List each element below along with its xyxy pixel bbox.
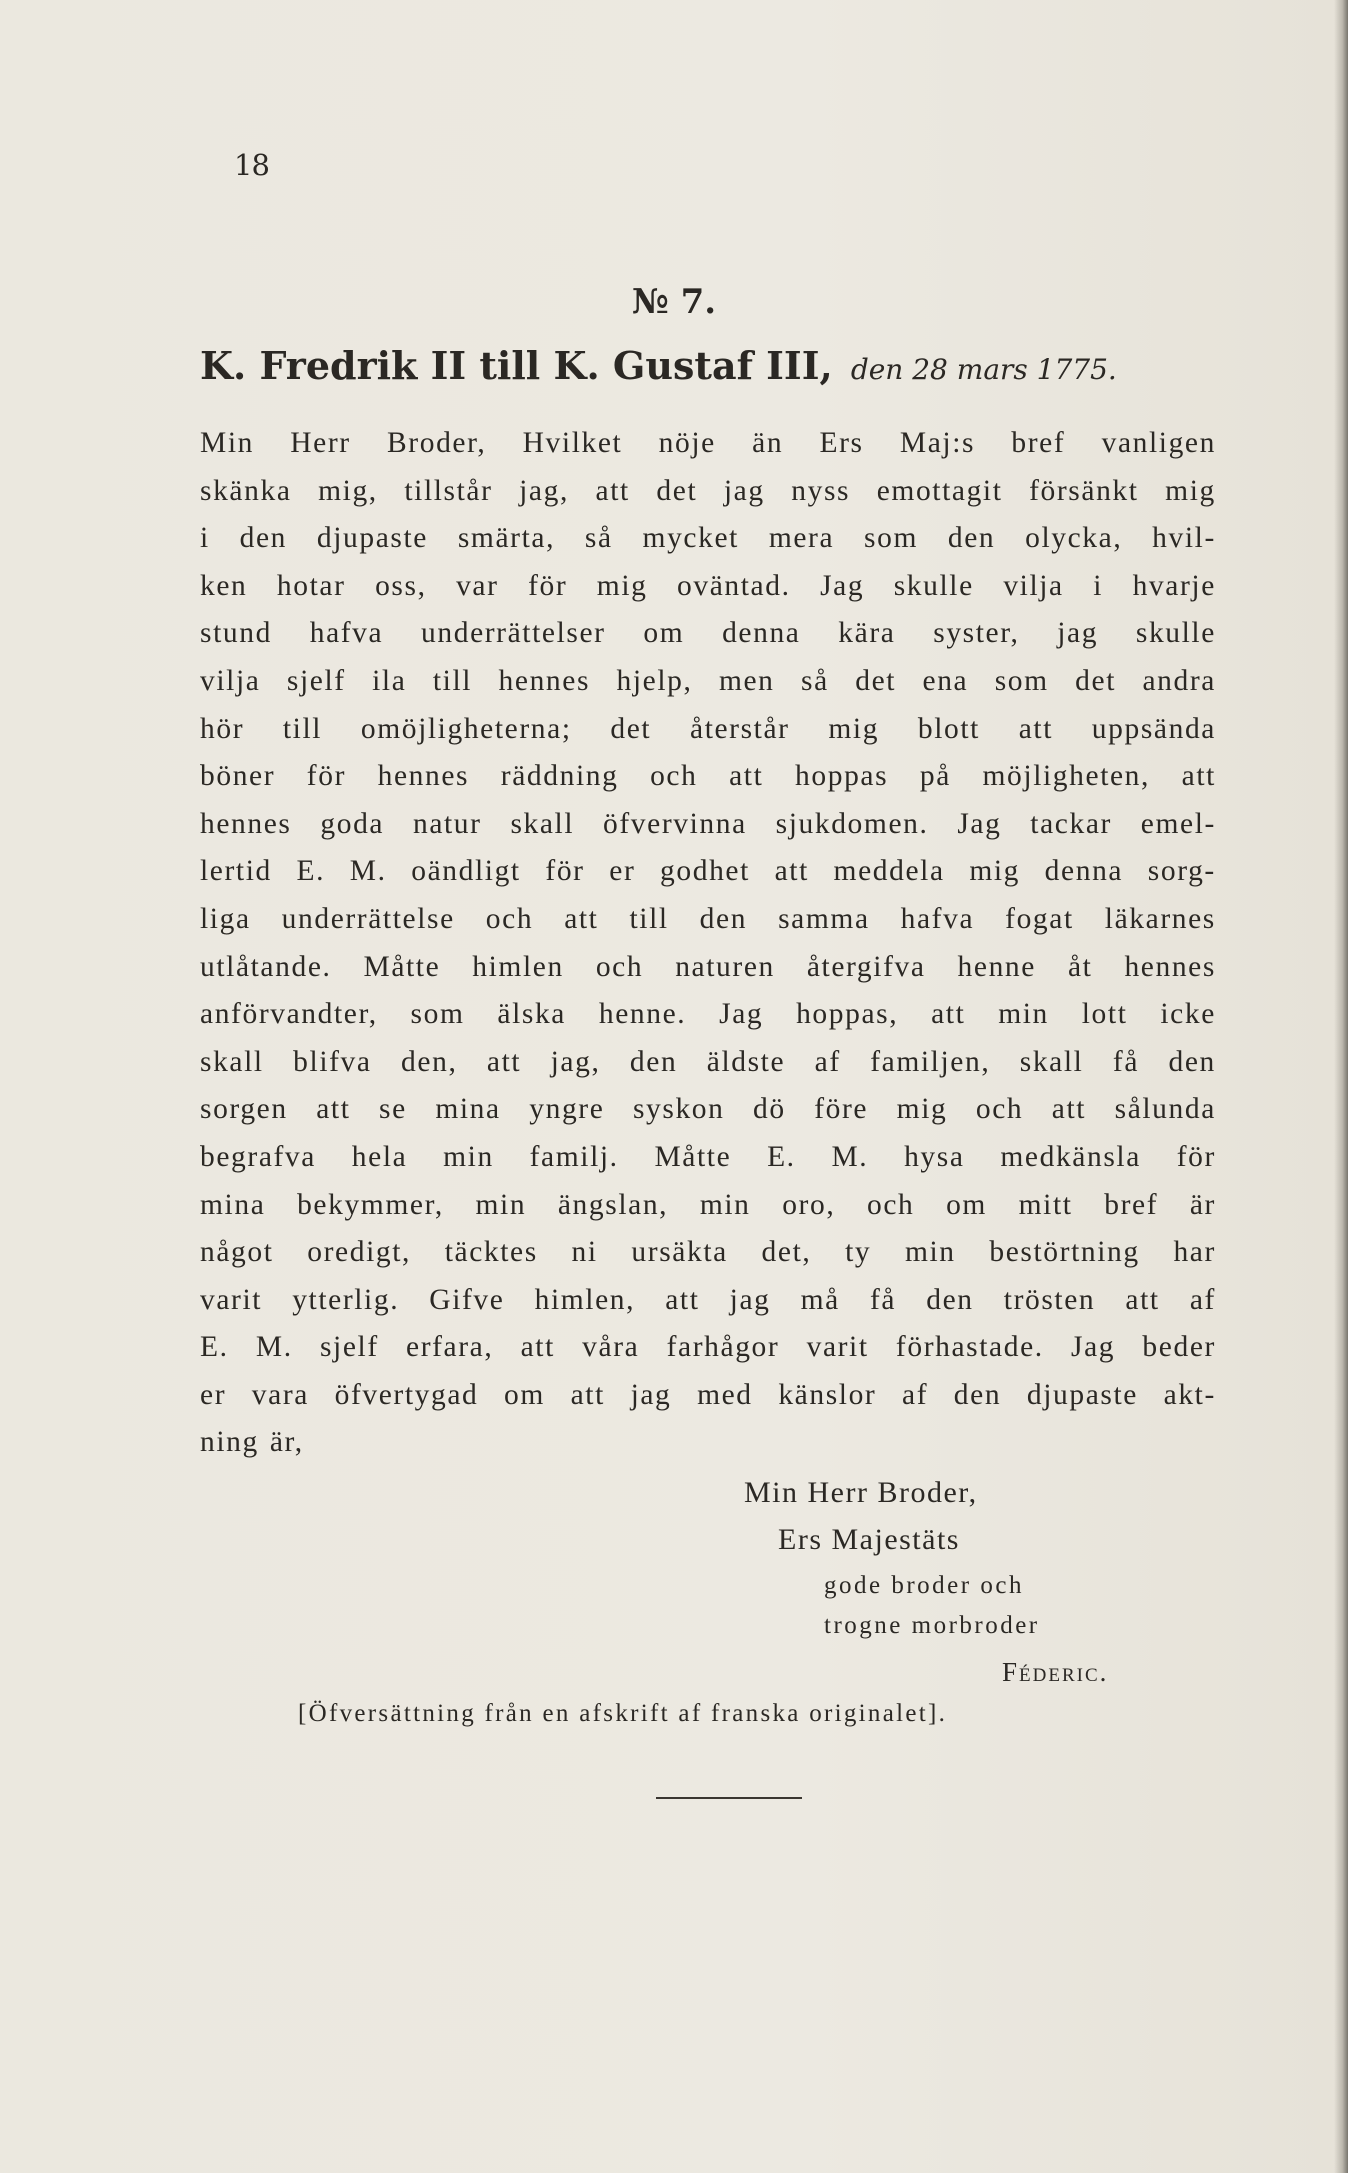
signature: Féderic.	[1002, 1657, 1109, 1687]
body-line: hör till omöjligheterna; det återstår mig blott att uppsända	[200, 712, 1216, 745]
letter-heading	[200, 343, 1200, 388]
body-line: ken hotar oss, var för mig oväntad. Jag skulle vilja i hvarje	[200, 569, 1216, 602]
body-line: stund hafva underrättelser om denna kära syster, jag skulle	[200, 617, 1216, 650]
translation-note: [Öfversättning från en afskrift af franska originalet].	[298, 1700, 948, 1727]
body-line: begrafva hela min familj. Måtte E. M. hysa medkänsla för	[200, 1140, 1216, 1173]
body-line: hennes goda natur skall öfvervinna sjukdomen. Jag tackar emel-	[200, 807, 1216, 840]
body-line: sorgen att se mina yngre syskon dö före mig och att sålunda	[200, 1093, 1216, 1126]
body-line: ning är,	[200, 1426, 304, 1459]
body-line: lertid E. M. oändligt för er godhet att meddela mig denna sorg-	[200, 855, 1216, 888]
body-line: utlåtande. Måtte himlen och naturen återgifva henne åt hennes	[200, 950, 1216, 983]
body-line: anförvandter, som älska henne. Jag hoppas, att min lott icke	[200, 998, 1216, 1031]
body-line: E. M. sjelf erfara, att våra farhågor varit förhastade. Jag beder	[200, 1331, 1216, 1364]
page-number: 18	[234, 148, 269, 182]
body-line: i den djupaste smärta, så mycket mera som den olycka, hvil-	[200, 522, 1216, 555]
document-number: № 7.	[631, 282, 717, 322]
body-line: vilja sjelf ila till hennes hjelp, men så det ena som det andra	[200, 664, 1216, 697]
letter-body	[200, 420, 1216, 1467]
letter-date: den 28 mars 1775.	[850, 353, 1117, 386]
body-line: något oredigt, täcktes ni ursäkta det, ty min bestörtning har	[200, 1236, 1216, 1269]
body-line: liga underrättelse och att till den samma hafva fogat läkarnes	[200, 902, 1216, 935]
closing-majesty: Ers Majestäts	[778, 1523, 960, 1556]
closing-line-1: gode broder och	[824, 1572, 1024, 1599]
body-line: skänka mig, tillstår jag, att det jag nyss emottagit försänkt mig	[200, 474, 1216, 507]
closing-line-2: trogne morbroder	[824, 1612, 1040, 1639]
closing-salutation: Min Herr Broder,	[744, 1476, 978, 1509]
body-line: skall blifva den, att jag, den äldste af familjen, skall få den	[200, 1045, 1216, 1078]
body-line: Min Herr Broder, Hvilket nöje än Ers Maj:s bref vanligen	[200, 427, 1216, 459]
body-line: varit ytterlig. Gifve himlen, att jag må få den trösten att af	[200, 1283, 1216, 1316]
page-edge-shadow	[1334, 0, 1348, 2173]
body-line: mina bekymmer, min ängslan, min oro, och om mitt bref är	[200, 1188, 1216, 1221]
section-divider	[656, 1797, 802, 1799]
letter-heading-main: K. Fredrik II till K. Gustaf III,	[200, 343, 833, 388]
body-line: böner för hennes räddning och att hoppas på möjligheten, att	[200, 760, 1216, 793]
body-line: er vara öfvertygad om att jag med känslor af den djupaste akt-	[200, 1378, 1216, 1411]
